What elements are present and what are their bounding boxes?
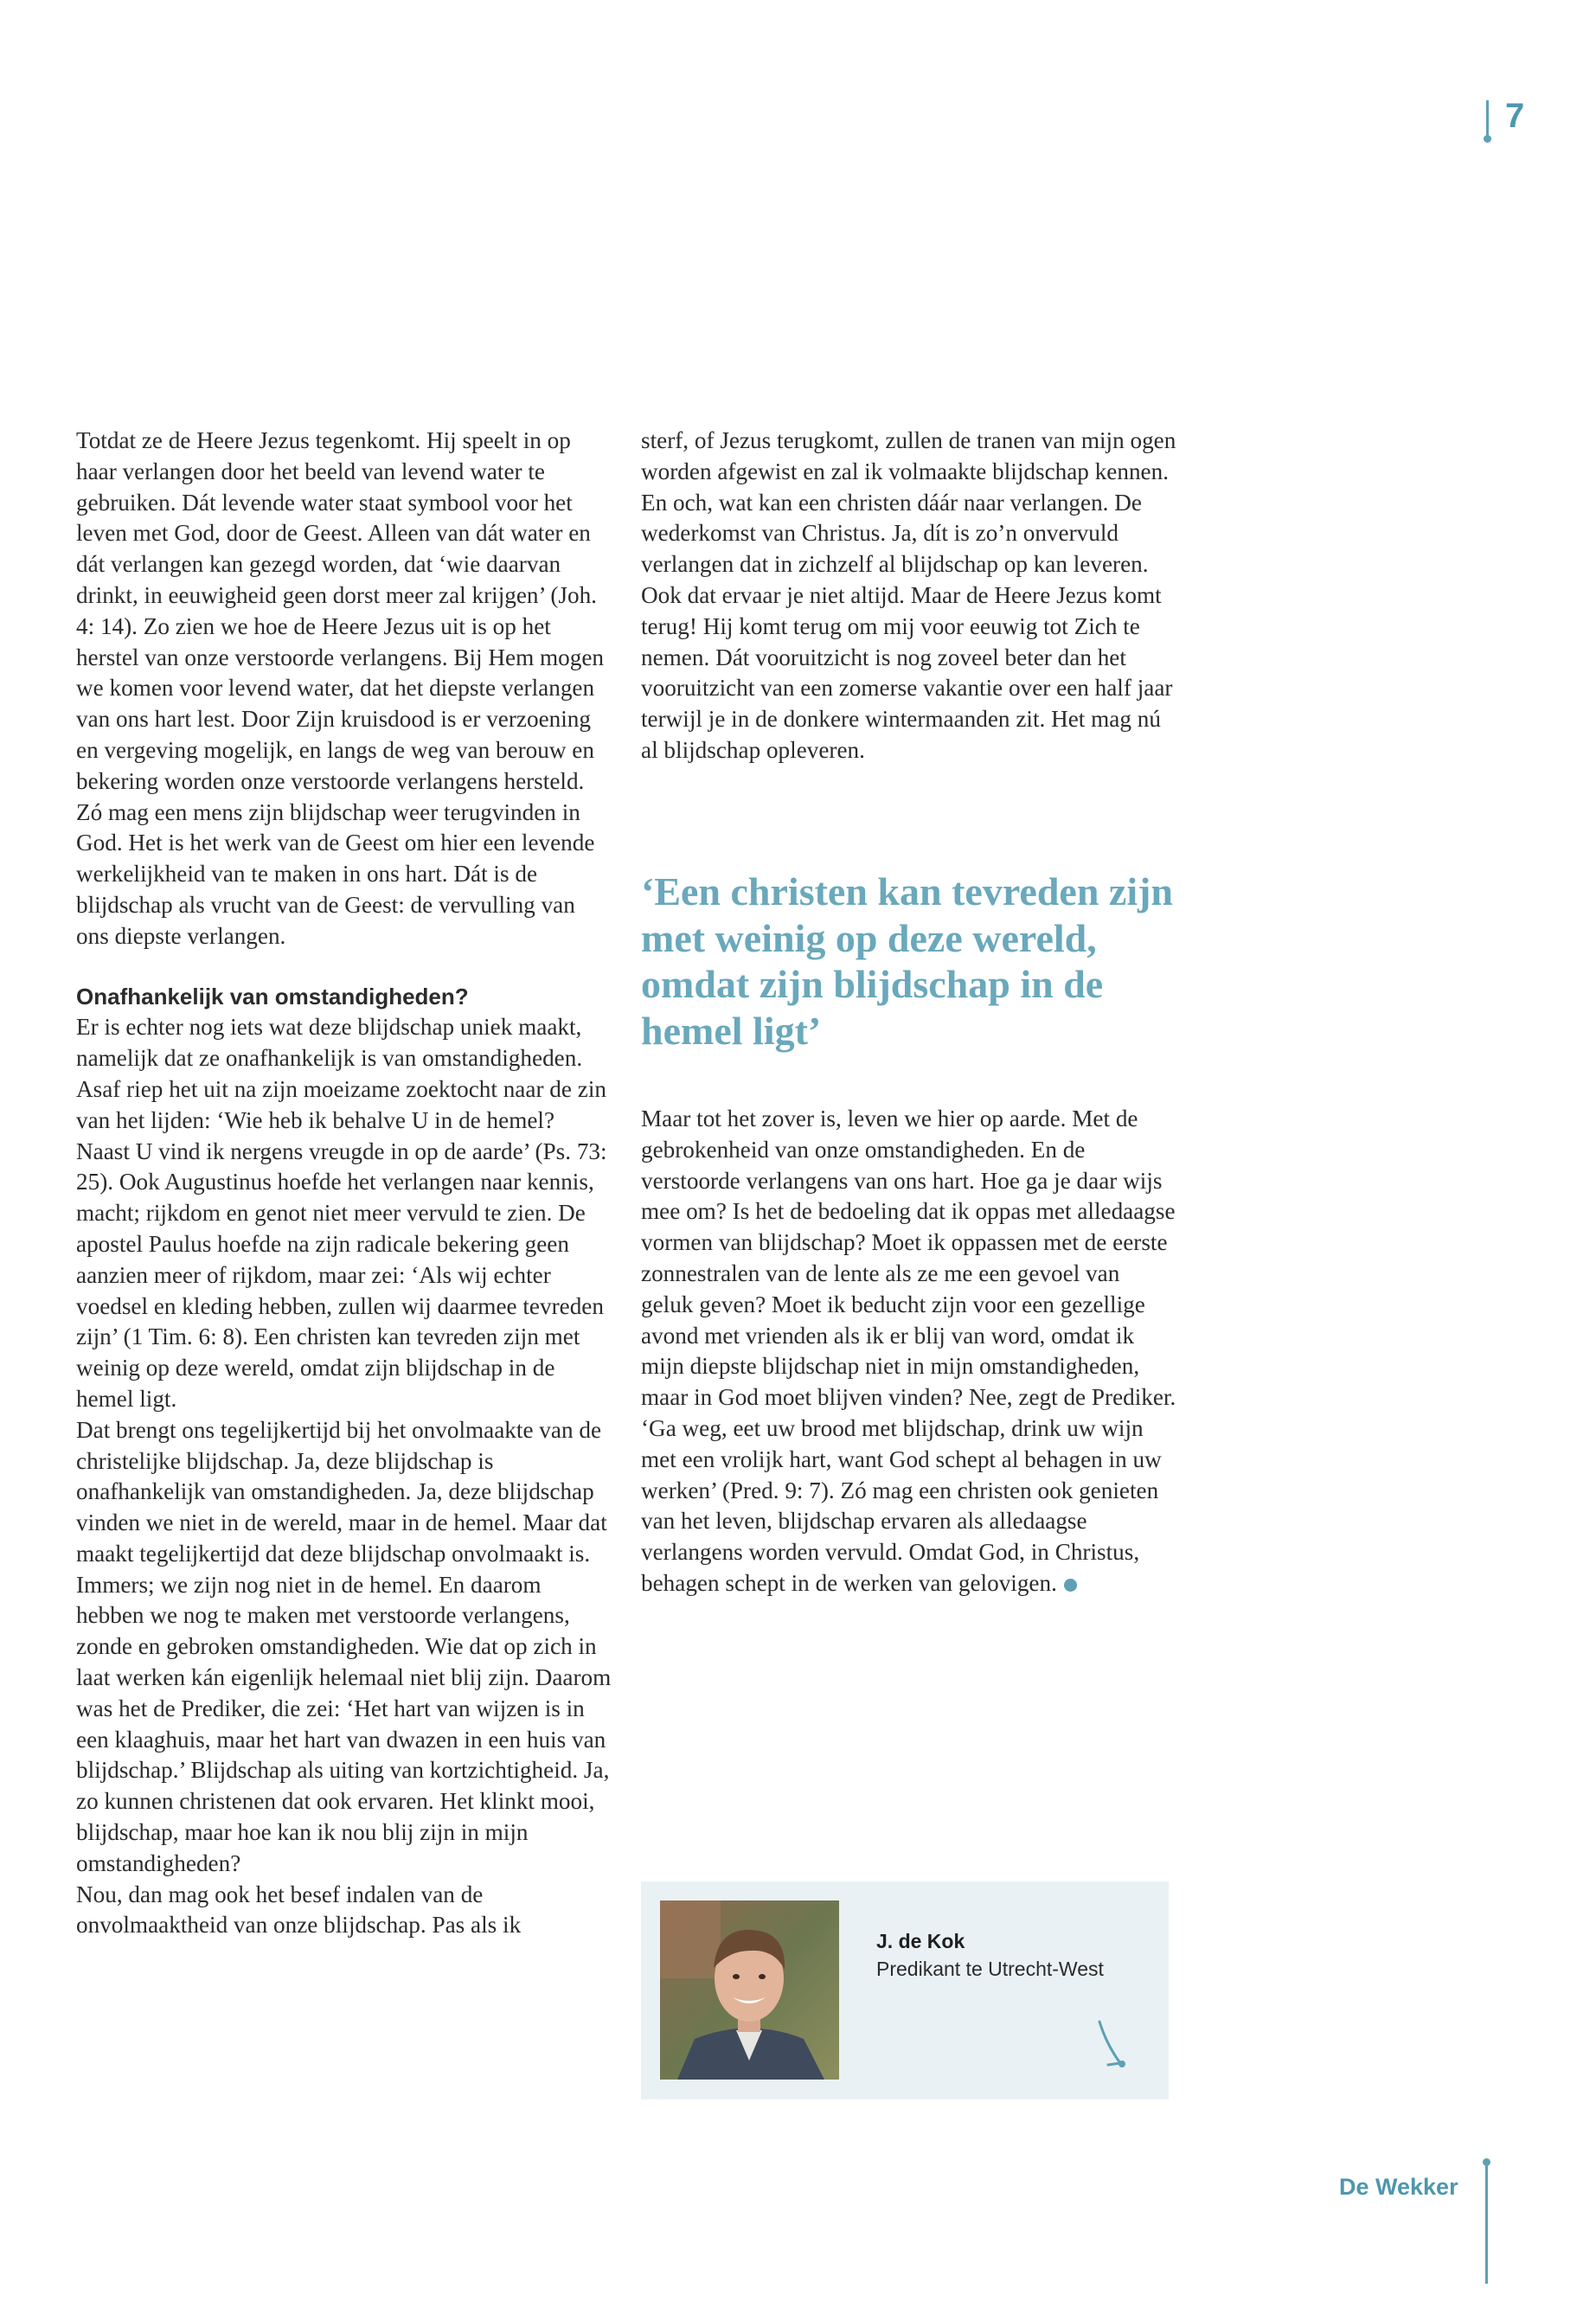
pen-mark-icon — [1096, 2018, 1131, 2070]
author-photo — [660, 1900, 839, 2080]
right-paragraph-2-text: Maar tot het zover is, leven we hier op aarde. Met de gebrokenheid van onze omstandigheden. En de verstoorde verlangens van ons hart. Hoe ga je daar wijs mee om? Is het de bedoeling dat ik oppas met alledaagse vormen van blijdschap? Moet ik oppassen met de eerste zonnestralen van de lente als ze me een gevoel van geluk geven? Moet ik beducht zijn voor een gezellige avond met vrienden als ik er blij van word, omdat ik mijn diepste blijdschap niet in mijn omstandigheden, maar in God moet blijven vinden? Nee, zegt de Prediker. ‘Ga weg, eet uw brood met blijdschap, drink uw wijn met een vrolijk hart, want God schept al behagen in uw werken’ (Pred. 9: 7). Zó mag een christen ook genieten van het leven, blijdschap ervaren als alledaagse verlangens worden vervuld. Omdat God, in Christus, behagen schept in de werken van gelovigen. — [641, 1106, 1176, 1596]
left-paragraph-2: Er is echter nog iets wat deze blijdschap uniek maakt, namelijk dat ze onafhankelijk is van omstandigheden. Asaf riep het uit na zijn moeizame zoektocht naar de zin van het lijden: ‘Wie heb ik behalve U in de hemel? Naast U vind ik nergens vreugde in op de aarde’ (Ps. 73: 25). Ook Augustinus hoefde het verlangen naar kennis, macht; rijkdom en genot niet meer vervuld te zien. De apostel Paulus hoefde na zijn radicale bekering geen aanzien meer of rijkdom, maar zei: ‘Als wij echter voedsel en kleding hebben, zullen wij daarmee tevreden zijn’ (1 Tim. 6: 8). Een christen kan tevreden zijn met weinig op deze wereld, omdat zijn blijdschap in de hemel ligt. — [76, 1014, 607, 1412]
brand-rule — [1485, 2161, 1488, 2284]
magazine-brand: De Wekker — [1339, 2174, 1458, 2200]
author-name: J. de Kok — [876, 1930, 965, 1952]
author-box — [641, 1881, 1169, 2099]
left-paragraph-4: Nou, dan mag ook het besef indalen van de onvolmaaktheid van onze blijdschap. Pas als ik — [76, 1881, 522, 1939]
page-number-rule — [1486, 100, 1489, 137]
page-number-dot — [1484, 135, 1491, 143]
page-number: 7 — [1505, 97, 1525, 135]
right-column-continued — [641, 1104, 1177, 1599]
left-paragraph-1: Totdat ze de Heere Jezus tegenkomt. Hij speelt in op haar verlangen door het beeld van levend water te gebruiken. Dát levende water staat symbool voor het leven met God, door de Geest. Alleen van dát water en dát verlangen kan gezegd worden, dat ‘wie daarvan drinkt, in eeuwigheid geen dorst meer zal krijgen’ (Joh. 4: 14). Zo zien we hoe de Heere Jezus uit is op het herstel van onze verstoorde verlangens. Bij Hem mogen we komen voor levend water, dat het diepste verlangen van ons hart lest. Door Zijn kruisdood is er verzoening en vergeving mogelijk, en langs de weg van berouw en bekering worden onze verstoorde verlangens hersteld. Zó mag een mens zijn blijdschap weer terugvinden in God. Het is het werk van de Geest om hier een levende werkelijkheid van te maken in ons hart. Dát is de blijdschap als vrucht van de Geest: de vervulling van ons diepste verlangen. — [76, 427, 605, 949]
pull-quote: ‘Een christen kan tevreden zijn met weinig op deze wereld, omdat zijn blijdschap in de hemel ligt’ — [641, 869, 1174, 1053]
right-paragraph-2 — [641, 1104, 1177, 1599]
author-portrait-icon — [660, 1900, 839, 2080]
section-heading: Onafhankelijk van omstandigheden? — [76, 983, 469, 1009]
author-role: Predikant te Utrecht-West — [876, 1958, 1104, 1980]
brand-dot — [1483, 2158, 1490, 2166]
end-mark-icon — [1064, 1579, 1077, 1592]
right-column — [641, 426, 1177, 766]
right-paragraph-1: sterf, of Jezus terugkomt, zullen de tranen van mijn ogen worden afgewist en zal ik volmaakte blijdschap kennen. En och, wat kan een christen dáár naar verlangen. De wederkomst van Christus. Ja, dít is zo’n onvervuld verlangen dat in zichzelf al blijdschap op kan leveren. Ook dat ervaar je niet altijd. Maar de Heere Jezus komt terug! Hij komt terug om mij voor eeuwig tot Zich te nemen. Dát vooruitzicht is nog zoveel beter dan het vooruitzicht van een zomerse vakantie over een half jaar terwijl je in de donkere wintermaanden zit. Het mag nú al blijdschap opleveren. — [641, 427, 1176, 763]
left-paragraph-3: Dat brengt ons tegelijkertijd bij het onvolmaakte van de christelijke blijdschap. Ja, deze blijdschap is onafhankelijk van omstandigheden. Ja, deze blijdschap vinden we niet in de wereld, maar in de hemel. Maar dat maakt tegelijkertijd dat deze blijdschap onvolmaakt is. Immers; we zijn nog niet in de hemel. En daarom hebben we nog te maken met verstoorde verlangens, zonde en gebroken omstandigheden. Wie dat op zich in laat werken kán eigenlijk helemaal niet blij zijn. Daarom was het de Prediker, die zei: ‘Het hart van wijzen is in een klaaghuis, maar het hart van dwazen in een huis van blijdschap.’ Blijdschap als uiting van kortzichtigheid. Ja, zo kunnen christenen dat ook ervaren. Het klinkt mooi, blijdschap, maar hoe kan ik nou blij zijn in mijn omstandigheden? — [76, 1416, 612, 1876]
left-column — [76, 426, 612, 1941]
